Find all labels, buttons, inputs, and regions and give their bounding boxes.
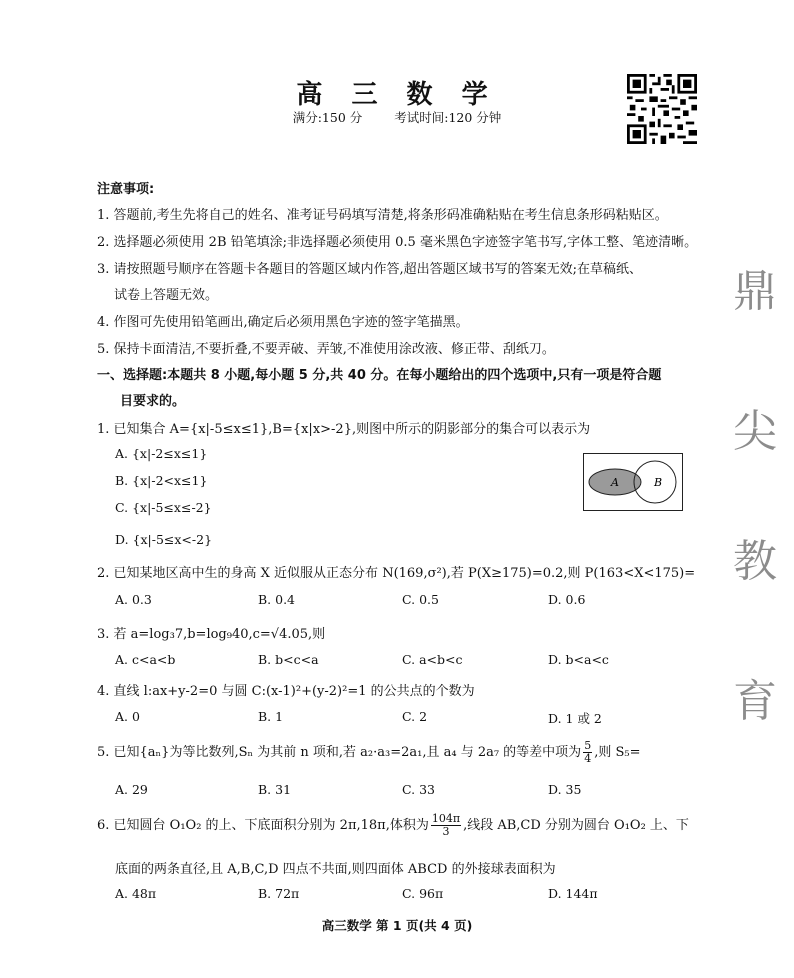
notice-item-4: 4. 作图可先使用铅笔画出,确定后必须用黑色字迹的签字笔描黑。 xyxy=(97,315,469,330)
q1-option-a: A. {x|-2≤x≤1} xyxy=(115,446,208,461)
q3-option-b: B. b<c<a xyxy=(258,652,319,667)
q6-option-c: C. 96π xyxy=(402,886,444,901)
watermark-char-1: 鼎 xyxy=(733,266,777,317)
exam-title: 高 三 数 学 xyxy=(296,80,498,110)
q5-stem xyxy=(97,740,640,765)
q2-stem: 2. 已知某地区高中生的身高 X 近似服从正态分布 N(169,σ²),若 P(X≥175)=0.2,则 P(163<X<175)= xyxy=(97,566,696,581)
section1-heading: 一、选择题:本题共 8 小题,每小题 5 分,共 40 分。在每小题给出的四个选项中,只有一项是符合题 xyxy=(97,368,662,383)
q1-option-b: B. {x|-2<x≤1} xyxy=(115,473,208,488)
q4-option-b: B. 1 xyxy=(258,709,284,724)
q6-frac-den: 3 xyxy=(442,825,450,838)
q1-option-c: C. {x|-5≤x≤-2} xyxy=(115,500,212,515)
q1-option-d: D. {x|-5≤x<-2} xyxy=(115,532,213,547)
q3-stem: 3. 若 a=log₃7,b=log₉40,c=√4.05,则 xyxy=(97,627,326,642)
venn-diagram xyxy=(583,453,683,511)
watermark-char-3: 教 xyxy=(733,536,777,587)
q2-option-d: D. 0.6 xyxy=(548,592,586,607)
q6-stem-a: 6. 已知圆台 O₁O₂ 的上、下底面积分别为 2π,18π,体积为 xyxy=(97,818,429,833)
q2-option-a: A. 0.3 xyxy=(115,592,152,607)
q3-option-a: A. c<a<b xyxy=(115,652,176,667)
q6-stem xyxy=(97,813,689,838)
q5-option-a: A. 29 xyxy=(115,782,148,797)
q2-option-c: C. 0.5 xyxy=(402,592,439,607)
q4-option-c: C. 2 xyxy=(402,709,428,724)
q5-option-b: B. 31 xyxy=(258,782,292,797)
q6-stem-b: ,线段 AB,CD 分别为圆台 O₁O₂ 上、下 xyxy=(463,818,689,833)
q3-option-c: C. a<b<c xyxy=(402,652,463,667)
q6-option-a: A. 48π xyxy=(115,886,157,901)
notice-item-3: 3. 请按照题号顺序在答题卡各题目的答题区域内作答,超出答题区域书写的答案无效;在草稿纸、 xyxy=(97,262,643,277)
notice-heading: 注意事项: xyxy=(97,182,155,197)
q4-option-a: A. 0 xyxy=(115,709,140,724)
venn-label-a: A xyxy=(611,476,619,489)
q5-option-d: D. 35 xyxy=(548,782,582,797)
q5-stem-b: ,则 S₅= xyxy=(594,745,641,760)
q4-option-d: D. 1 或 2 xyxy=(548,711,602,726)
qr-code-icon xyxy=(627,74,697,144)
q5-stem-a: 5. 已知{aₙ}为等比数列,Sₙ 为其前 n 项和,若 a₂·a₃=2a₁,且 a₄ 与 2a₇ 的等差中项为 xyxy=(97,745,582,760)
exam-time: 考试时间:120 分钟 xyxy=(394,110,502,125)
q2-option-b: B. 0.4 xyxy=(258,592,296,607)
q6-stem-line2: 底面的两条直径,且 A,B,C,D 四点不共面,则四面体 ABCD 的外接球表面积为 xyxy=(115,862,556,877)
q4-stem: 4. 直线 l:ax+y-2=0 与圆 C:(x-1)²+(y-2)²=1 的公共点的个数为 xyxy=(97,684,475,699)
notice-item-3-cont: 试卷上答题无效。 xyxy=(114,288,219,303)
q6-option-b: B. 72π xyxy=(258,886,300,901)
notice-item-2: 2. 选择题必须使用 2B 铅笔填涂;非选择题必须使用 0.5 毫米黑色字迹签字笔书写,字体工整、笔迹清晰。 xyxy=(97,235,698,250)
q5-frac-den: 4 xyxy=(584,752,592,765)
notice-item-5: 5. 保持卡面清洁,不要折叠,不要弄破、弄皱,不准使用涂改液、修正带、刮纸刀。 xyxy=(97,342,555,357)
q1-stem: 1. 已知集合 A={x|-5≤x≤1},B={x|x>-2},则图中所示的阴影部分的集合可以表示为 xyxy=(97,422,591,437)
q6-frac-num: 104π xyxy=(431,812,461,825)
q6-fraction xyxy=(431,813,461,838)
page-footer: 高三数学 第 1 页(共 4 页) xyxy=(321,918,473,933)
q6-option-d: D. 144π xyxy=(548,886,598,901)
q5-fraction xyxy=(583,740,592,765)
watermark-char-2: 尖 xyxy=(733,406,777,457)
venn-label-b: B xyxy=(654,476,663,489)
q5-option-c: C. 33 xyxy=(402,782,435,797)
q5-frac-num: 5 xyxy=(584,739,592,752)
q3-option-d: D. b<a<c xyxy=(548,652,609,667)
notice-item-1: 1. 答题前,考生先将自己的姓名、准考证号码填写清楚,将条形码准确粘贴在考生信息条形码粘贴区。 xyxy=(97,208,668,223)
watermark-char-4: 育 xyxy=(733,676,777,727)
section1-heading-cont: 目要求的。 xyxy=(120,394,186,409)
full-score: 满分:150 分 xyxy=(292,110,363,125)
